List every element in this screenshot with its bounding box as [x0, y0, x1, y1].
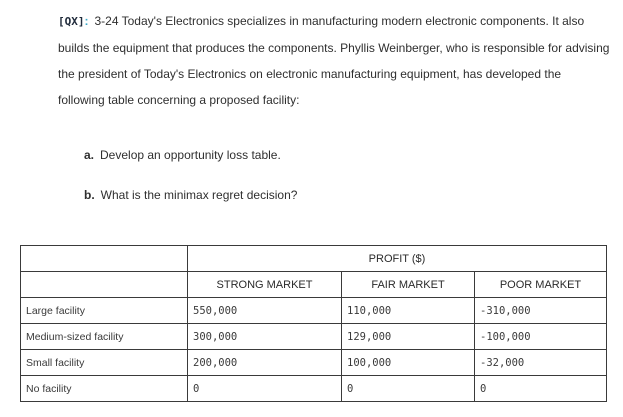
part-a [84, 148, 281, 162]
profit-group-header: PROFIT ($) [188, 246, 607, 272]
cell-medium-strong: 300,000 [188, 324, 342, 350]
cell-none-strong: 0 [188, 376, 342, 402]
cell-none-fair: 0 [342, 376, 475, 402]
table-row [21, 350, 607, 376]
cell-none-poor: 0 [475, 376, 607, 402]
question-text-block [58, 8, 610, 113]
cell-large-poor: -310,000 [475, 298, 607, 324]
table-corner-cell [21, 246, 188, 272]
question-tag-colon: : [84, 14, 89, 28]
table-corner-cell-2 [21, 272, 188, 298]
part-a-text: Develop an opportunity loss table. [100, 148, 281, 162]
part-a-letter: a. [84, 148, 95, 162]
cell-small-fair: 100,000 [342, 350, 475, 376]
table-column-header-row [21, 272, 607, 298]
profit-table [20, 245, 607, 402]
table-group-header-row [21, 246, 607, 272]
row-label-medium-facility: Medium-sized facility [21, 324, 188, 350]
part-b [84, 188, 297, 202]
table-row [21, 298, 607, 324]
question-tag: [QX] [58, 15, 85, 28]
cell-medium-poor: -100,000 [475, 324, 607, 350]
column-header-poor-market: POOR MARKET [475, 272, 607, 298]
table-row [21, 324, 607, 350]
table-row [21, 376, 607, 402]
column-header-fair-market: FAIR MARKET [342, 272, 475, 298]
cell-small-poor: -32,000 [475, 350, 607, 376]
part-b-letter: b. [84, 188, 95, 202]
row-label-small-facility: Small facility [21, 350, 188, 376]
row-label-no-facility: No facility [21, 376, 188, 402]
column-header-strong-market: STRONG MARKET [188, 272, 342, 298]
cell-small-strong: 200,000 [188, 350, 342, 376]
question-body: 3-24 Today's Electronics specializes in manufacturing modern electronic components. It also builds the equipment that produces the components. Phyllis Weinberger, who is responsible for advising the president of Today's Electronics on electronic manufacturing equipment, has developed the following table concerning a proposed facility: [58, 14, 610, 107]
cell-large-strong: 550,000 [188, 298, 342, 324]
cell-medium-fair: 129,000 [342, 324, 475, 350]
part-b-text: What is the minimax regret decision? [100, 188, 298, 202]
cell-large-fair: 110,000 [342, 298, 475, 324]
row-label-large-facility: Large facility [21, 298, 188, 324]
